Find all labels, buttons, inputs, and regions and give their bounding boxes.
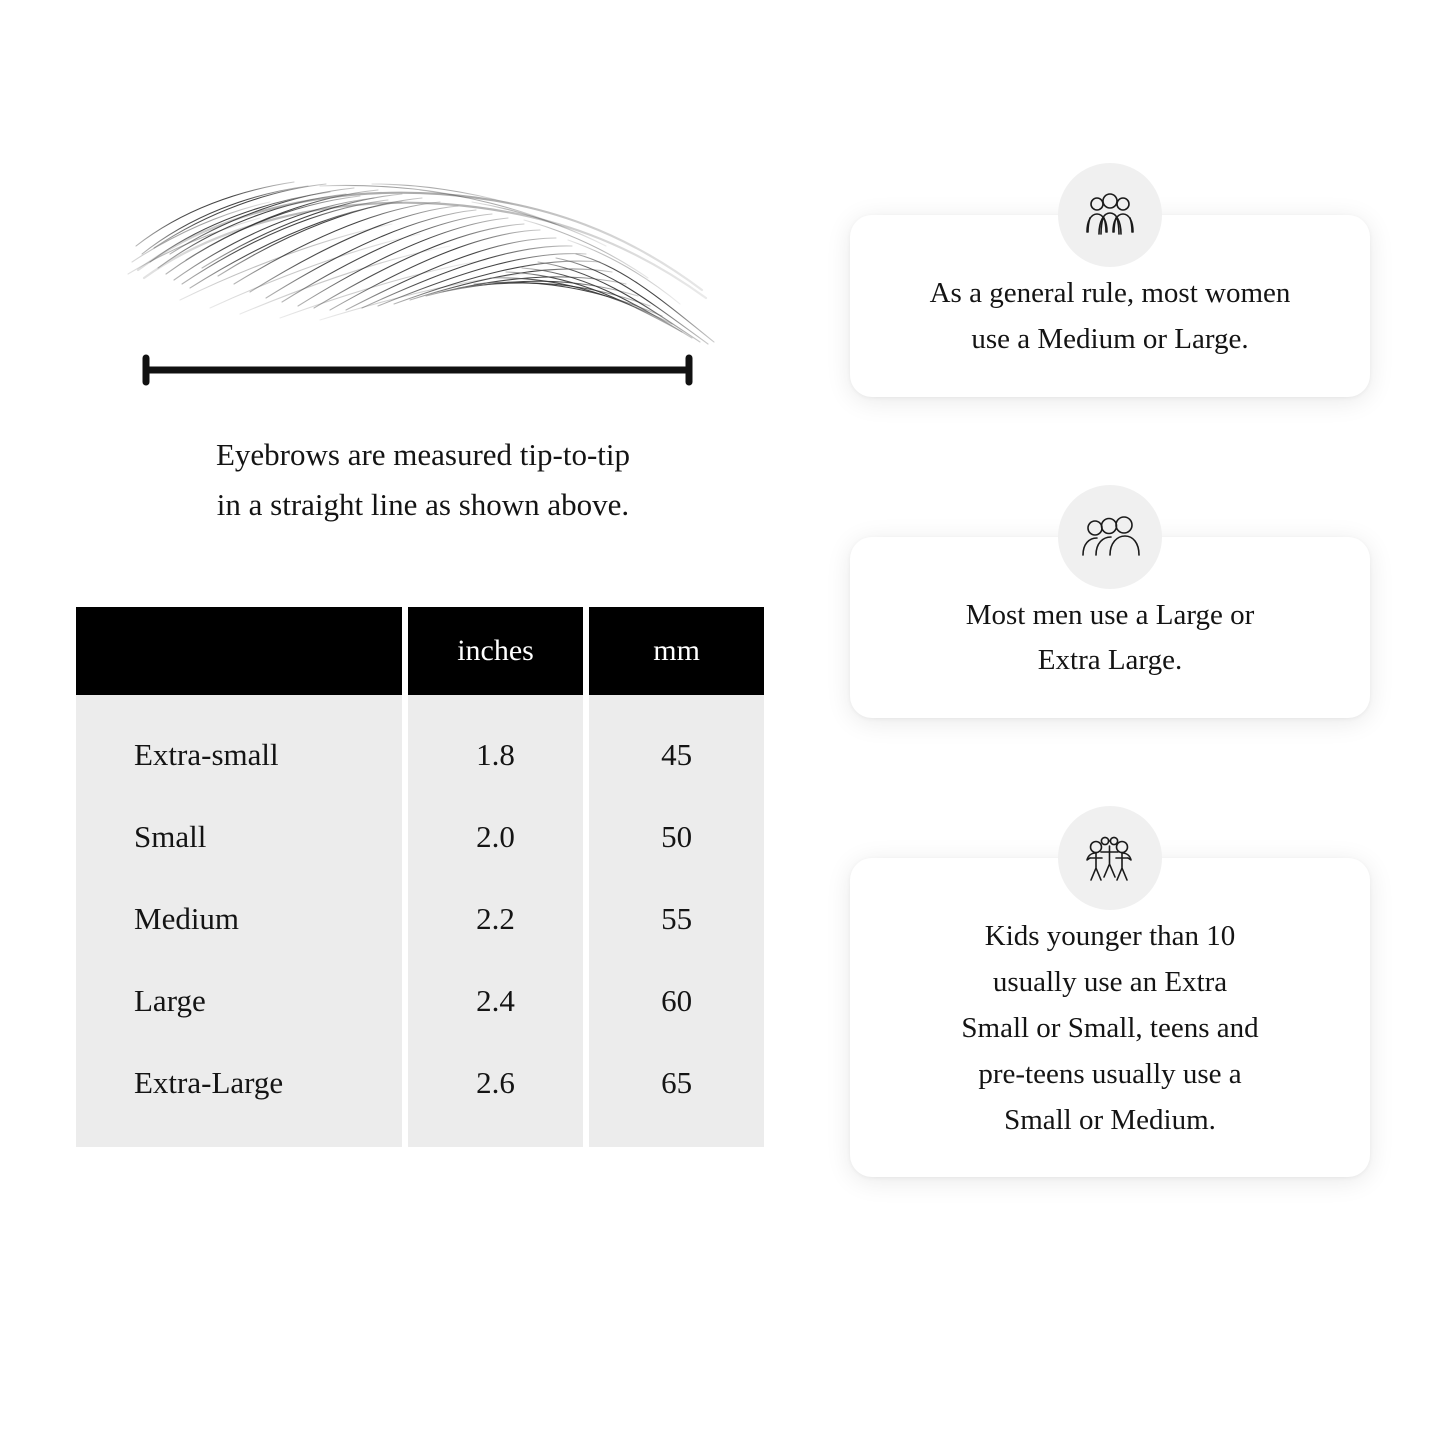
- kids-group-icon: [1058, 806, 1162, 910]
- men-group-icon: [1058, 485, 1162, 589]
- table-row: [76, 695, 764, 796]
- table-row: [76, 878, 764, 960]
- cell-mm: 55: [589, 878, 764, 960]
- note-line-1: As a general rule, most women: [929, 277, 1291, 309]
- size-chart-table: [70, 607, 770, 1147]
- table-row: [76, 1042, 764, 1147]
- column-header-inches: inches: [408, 607, 583, 695]
- table-row: [76, 960, 764, 1042]
- note-text: [884, 271, 1336, 363]
- note-text: [884, 914, 1336, 1143]
- cell-inches: 2.0: [408, 796, 583, 878]
- cell-mm: 45: [589, 695, 764, 796]
- cell-size: Extra-Large: [76, 1042, 402, 1147]
- note-text: [884, 593, 1336, 685]
- eyebrow-illustration: [120, 150, 740, 350]
- cell-inches: 2.2: [408, 878, 583, 960]
- cell-size: Small: [76, 796, 402, 878]
- measurement-bar-icon: [140, 350, 695, 390]
- women-group-icon: [1058, 163, 1162, 267]
- cell-size: Large: [76, 960, 402, 1042]
- note-card-kids: [850, 858, 1370, 1177]
- caption-line-1: Eyebrows are measured tip-to-tip: [215, 437, 631, 472]
- column-header-mm: mm: [589, 607, 764, 695]
- note-line-1: Most men use a Large or: [965, 598, 1255, 631]
- caption-line-2: in a straight line as shown above.: [216, 486, 630, 522]
- note-card-men: [850, 537, 1370, 719]
- cell-mm: 65: [589, 1042, 764, 1147]
- column-header-size: [76, 607, 402, 695]
- cell-size: Medium: [76, 878, 402, 960]
- note-line-1: Kids younger than 10: [984, 920, 1236, 953]
- measurement-caption: [128, 430, 718, 529]
- cell-inches: 2.4: [408, 960, 583, 1042]
- cell-inches: 1.8: [408, 695, 583, 796]
- cell-mm: 60: [589, 960, 764, 1042]
- cell-mm: 50: [589, 796, 764, 878]
- cell-inches: 2.6: [408, 1042, 583, 1147]
- note-card-women: [850, 215, 1370, 397]
- note-line-3: Small or Small, teens and: [961, 1011, 1259, 1044]
- cell-size: Extra-small: [76, 695, 402, 796]
- table-header-row: [76, 607, 764, 695]
- note-line-5: Small or Medium.: [1004, 1103, 1216, 1136]
- notes-column: [850, 155, 1370, 1177]
- left-column: [70, 150, 770, 1147]
- note-line-2: Extra Large.: [1037, 644, 1183, 677]
- note-line-4: pre-teens usually use a: [978, 1057, 1242, 1090]
- note-line-2: usually use an Extra: [992, 966, 1228, 999]
- note-line-2: use a Medium or Large.: [971, 322, 1249, 355]
- table-row: [76, 796, 764, 878]
